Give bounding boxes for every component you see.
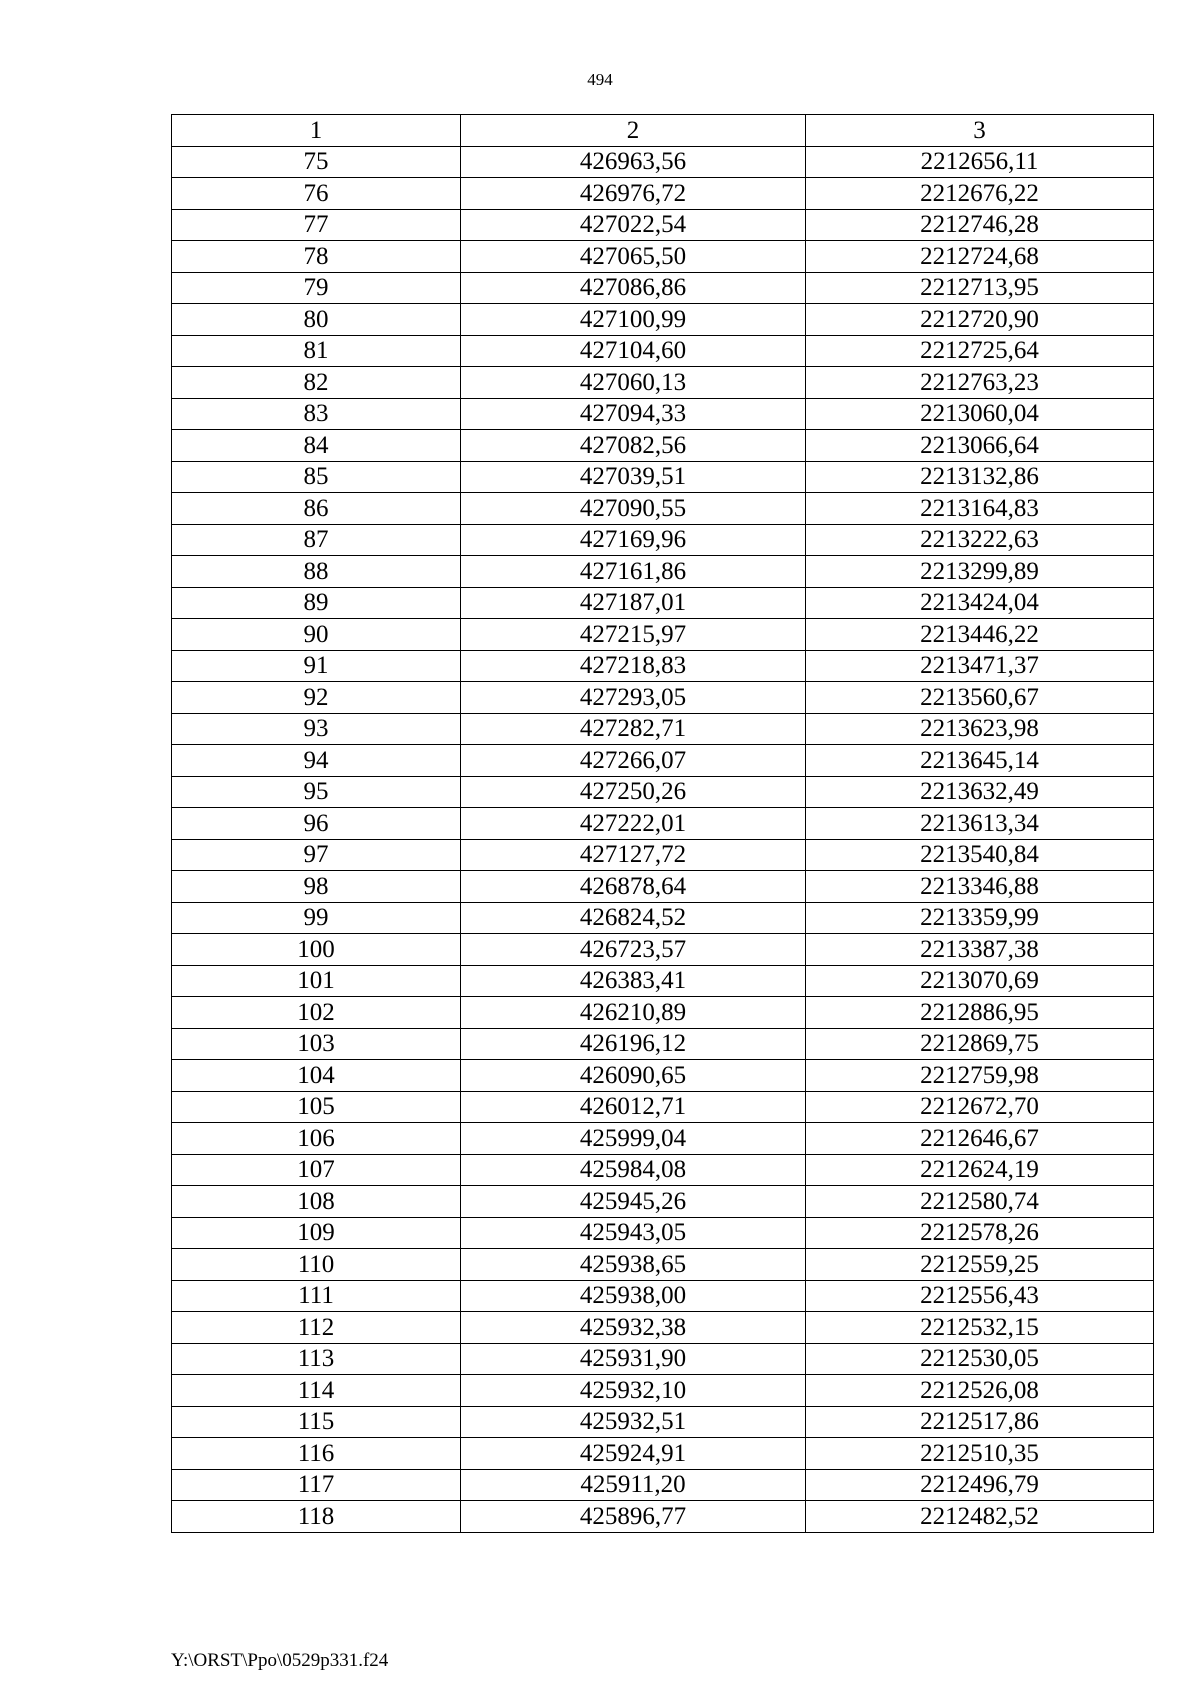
x-coordinate-cell: 427222,01: [461, 808, 806, 840]
y-coordinate-cell: 2213346,88: [806, 871, 1154, 903]
y-coordinate-cell: 2212578,26: [806, 1217, 1154, 1249]
point-number-cell: 108: [172, 1186, 461, 1218]
table-row: [172, 682, 1154, 714]
page-number: 494: [587, 70, 613, 89]
x-coordinate-cell: 427104,60: [461, 335, 806, 367]
table-row: [172, 1060, 1154, 1092]
y-coordinate-cell: 2213164,83: [806, 493, 1154, 525]
x-coordinate-cell: 427266,07: [461, 745, 806, 777]
y-coordinate-cell: 2212676,22: [806, 178, 1154, 210]
y-coordinate-cell: 2212510,35: [806, 1438, 1154, 1470]
point-number-cell: 88: [172, 556, 461, 588]
table-row: [172, 1091, 1154, 1123]
x-coordinate-cell: 426383,41: [461, 965, 806, 997]
y-coordinate-cell: 2213540,84: [806, 839, 1154, 871]
x-coordinate-cell: 427094,33: [461, 398, 806, 430]
table-row: [172, 1375, 1154, 1407]
table-row: [172, 1469, 1154, 1501]
y-coordinate-cell: 2213070,69: [806, 965, 1154, 997]
table-row: [172, 241, 1154, 273]
table-header-row: [172, 115, 1154, 147]
x-coordinate-cell: 425999,04: [461, 1123, 806, 1155]
table-row: [172, 650, 1154, 682]
y-coordinate-cell: 2212724,68: [806, 241, 1154, 273]
x-coordinate-cell: 425911,20: [461, 1469, 806, 1501]
table-row: [172, 776, 1154, 808]
point-number-cell: 96: [172, 808, 461, 840]
y-coordinate-cell: 2213560,67: [806, 682, 1154, 714]
x-coordinate-cell: 425938,00: [461, 1280, 806, 1312]
point-number-cell: 86: [172, 493, 461, 525]
point-number-cell: 111: [172, 1280, 461, 1312]
x-coordinate-cell: 425945,26: [461, 1186, 806, 1218]
y-coordinate-cell: 2212530,05: [806, 1343, 1154, 1375]
point-number-cell: 94: [172, 745, 461, 777]
x-coordinate-cell: 427169,96: [461, 524, 806, 556]
x-coordinate-cell: 425984,08: [461, 1154, 806, 1186]
x-coordinate-cell: 425896,77: [461, 1501, 806, 1533]
table-row: [172, 619, 1154, 651]
x-coordinate-cell: 425938,65: [461, 1249, 806, 1281]
table-row: [172, 556, 1154, 588]
y-coordinate-cell: 2212672,70: [806, 1091, 1154, 1123]
y-coordinate-cell: 2213359,99: [806, 902, 1154, 934]
point-number-cell: 99: [172, 902, 461, 934]
y-coordinate-cell: 2213066,64: [806, 430, 1154, 462]
point-number-cell: 91: [172, 650, 461, 682]
y-coordinate-cell: 2213060,04: [806, 398, 1154, 430]
y-coordinate-cell: 2213645,14: [806, 745, 1154, 777]
table-row: [172, 461, 1154, 493]
table-row: [172, 524, 1154, 556]
table-row: [172, 1028, 1154, 1060]
table-row: [172, 808, 1154, 840]
table-row: [172, 272, 1154, 304]
table-header: [172, 115, 1154, 147]
x-coordinate-cell: 425932,38: [461, 1312, 806, 1344]
point-number-cell: 105: [172, 1091, 461, 1123]
point-number-cell: 116: [172, 1438, 461, 1470]
point-number-cell: 95: [172, 776, 461, 808]
x-coordinate-cell: 427250,26: [461, 776, 806, 808]
y-coordinate-cell: 2213222,63: [806, 524, 1154, 556]
point-number-cell: 93: [172, 713, 461, 745]
point-number-cell: 76: [172, 178, 461, 210]
x-coordinate-cell: 425924,91: [461, 1438, 806, 1470]
y-coordinate-cell: 2212580,74: [806, 1186, 1154, 1218]
x-coordinate-cell: 425943,05: [461, 1217, 806, 1249]
x-coordinate-cell: 427161,86: [461, 556, 806, 588]
table-row: [172, 713, 1154, 745]
table-row: [172, 430, 1154, 462]
header-cell-2: 2: [461, 115, 806, 147]
table-row: [172, 902, 1154, 934]
y-coordinate-cell: 2212886,95: [806, 997, 1154, 1029]
x-coordinate-cell: 427090,55: [461, 493, 806, 525]
point-number-cell: 82: [172, 367, 461, 399]
point-number-cell: 109: [172, 1217, 461, 1249]
x-coordinate-cell: 427215,97: [461, 619, 806, 651]
x-coordinate-cell: 426090,65: [461, 1060, 806, 1092]
x-coordinate-cell: 427282,71: [461, 713, 806, 745]
y-coordinate-cell: 2213299,89: [806, 556, 1154, 588]
point-number-cell: 83: [172, 398, 461, 430]
table-row: [172, 997, 1154, 1029]
table-body: [172, 146, 1154, 1532]
y-coordinate-cell: 2212869,75: [806, 1028, 1154, 1060]
table-row: [172, 1217, 1154, 1249]
x-coordinate-cell: 426012,71: [461, 1091, 806, 1123]
header-cell-3: 3: [806, 115, 1154, 147]
point-number-cell: 102: [172, 997, 461, 1029]
point-number-cell: 90: [172, 619, 461, 651]
table-row: [172, 1249, 1154, 1281]
x-coordinate-cell: 426196,12: [461, 1028, 806, 1060]
table-row: [172, 209, 1154, 241]
y-coordinate-cell: 2213424,04: [806, 587, 1154, 619]
y-coordinate-cell: 2213387,38: [806, 934, 1154, 966]
table-row: [172, 1438, 1154, 1470]
header-cell-1: 1: [172, 115, 461, 147]
x-coordinate-cell: 427187,01: [461, 587, 806, 619]
y-coordinate-cell: 2212746,28: [806, 209, 1154, 241]
y-coordinate-cell: 2212482,52: [806, 1501, 1154, 1533]
y-coordinate-cell: 2212532,15: [806, 1312, 1154, 1344]
x-coordinate-cell: 425932,10: [461, 1375, 806, 1407]
table-row: [172, 1343, 1154, 1375]
x-coordinate-cell: 427127,72: [461, 839, 806, 871]
table-row: [172, 587, 1154, 619]
y-coordinate-cell: 2213446,22: [806, 619, 1154, 651]
table-row: [172, 1312, 1154, 1344]
table-row: [172, 1280, 1154, 1312]
point-number-cell: 112: [172, 1312, 461, 1344]
table-row: [172, 1186, 1154, 1218]
y-coordinate-cell: 2212763,23: [806, 367, 1154, 399]
x-coordinate-cell: 427060,13: [461, 367, 806, 399]
footer-file-path: Y:\ORST\Ppo\0529p331.f24: [171, 1650, 389, 1671]
point-number-cell: 81: [172, 335, 461, 367]
x-coordinate-cell: 427082,56: [461, 430, 806, 462]
table-row: [172, 493, 1154, 525]
y-coordinate-cell: 2212720,90: [806, 304, 1154, 336]
y-coordinate-cell: 2213132,86: [806, 461, 1154, 493]
point-number-cell: 106: [172, 1123, 461, 1155]
table-row: [172, 398, 1154, 430]
y-coordinate-cell: 2213613,34: [806, 808, 1154, 840]
point-number-cell: 101: [172, 965, 461, 997]
point-number-cell: 78: [172, 241, 461, 273]
x-coordinate-cell: 427100,99: [461, 304, 806, 336]
y-coordinate-cell: 2212496,79: [806, 1469, 1154, 1501]
point-number-cell: 87: [172, 524, 461, 556]
x-coordinate-cell: 427293,05: [461, 682, 806, 714]
point-number-cell: 79: [172, 272, 461, 304]
y-coordinate-cell: 2212725,64: [806, 335, 1154, 367]
y-coordinate-cell: 2212624,19: [806, 1154, 1154, 1186]
coordinates-table: [171, 114, 1154, 1533]
y-coordinate-cell: 2212713,95: [806, 272, 1154, 304]
table-row: [172, 1501, 1154, 1533]
table-row: [172, 1406, 1154, 1438]
y-coordinate-cell: 2213623,98: [806, 713, 1154, 745]
table-row: [172, 146, 1154, 178]
x-coordinate-cell: 426210,89: [461, 997, 806, 1029]
point-number-cell: 89: [172, 587, 461, 619]
point-number-cell: 117: [172, 1469, 461, 1501]
point-number-cell: 77: [172, 209, 461, 241]
y-coordinate-cell: 2212759,98: [806, 1060, 1154, 1092]
y-coordinate-cell: 2212517,86: [806, 1406, 1154, 1438]
table-row: [172, 745, 1154, 777]
x-coordinate-cell: 426878,64: [461, 871, 806, 903]
point-number-cell: 110: [172, 1249, 461, 1281]
x-coordinate-cell: 426976,72: [461, 178, 806, 210]
y-coordinate-cell: 2212646,67: [806, 1123, 1154, 1155]
point-number-cell: 92: [172, 682, 461, 714]
x-coordinate-cell: 426723,57: [461, 934, 806, 966]
point-number-cell: 103: [172, 1028, 461, 1060]
x-coordinate-cell: 426824,52: [461, 902, 806, 934]
x-coordinate-cell: 426963,56: [461, 146, 806, 178]
point-number-cell: 113: [172, 1343, 461, 1375]
y-coordinate-cell: 2213471,37: [806, 650, 1154, 682]
y-coordinate-cell: 2212556,43: [806, 1280, 1154, 1312]
table-row: [172, 871, 1154, 903]
point-number-cell: 84: [172, 430, 461, 462]
point-number-cell: 115: [172, 1406, 461, 1438]
x-coordinate-cell: 425931,90: [461, 1343, 806, 1375]
x-coordinate-cell: 427065,50: [461, 241, 806, 273]
x-coordinate-cell: 427218,83: [461, 650, 806, 682]
table-row: [172, 1154, 1154, 1186]
table-row: [172, 335, 1154, 367]
x-coordinate-cell: 427086,86: [461, 272, 806, 304]
point-number-cell: 80: [172, 304, 461, 336]
table-row: [172, 965, 1154, 997]
table-row: [172, 178, 1154, 210]
point-number-cell: 98: [172, 871, 461, 903]
table-row: [172, 1123, 1154, 1155]
x-coordinate-cell: 427039,51: [461, 461, 806, 493]
point-number-cell: 114: [172, 1375, 461, 1407]
x-coordinate-cell: 427022,54: [461, 209, 806, 241]
point-number-cell: 118: [172, 1501, 461, 1533]
x-coordinate-cell: 425932,51: [461, 1406, 806, 1438]
point-number-cell: 100: [172, 934, 461, 966]
y-coordinate-cell: 2213632,49: [806, 776, 1154, 808]
table-row: [172, 367, 1154, 399]
point-number-cell: 107: [172, 1154, 461, 1186]
table-row: [172, 304, 1154, 336]
y-coordinate-cell: 2212526,08: [806, 1375, 1154, 1407]
y-coordinate-cell: 2212559,25: [806, 1249, 1154, 1281]
point-number-cell: 75: [172, 146, 461, 178]
point-number-cell: 85: [172, 461, 461, 493]
y-coordinate-cell: 2212656,11: [806, 146, 1154, 178]
point-number-cell: 104: [172, 1060, 461, 1092]
table-row: [172, 839, 1154, 871]
point-number-cell: 97: [172, 839, 461, 871]
table-row: [172, 934, 1154, 966]
